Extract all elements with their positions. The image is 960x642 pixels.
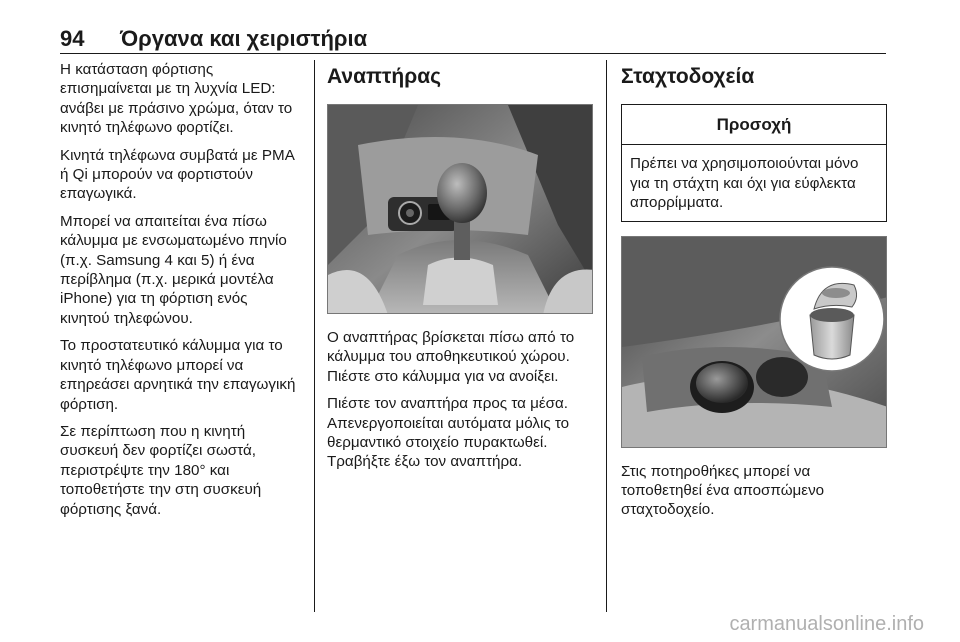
column-divider	[314, 60, 315, 612]
column-wireless-charging	[60, 60, 300, 527]
paragraph: Το προστατευτικό κάλυμμα για το κινητό τηλέφωνο μπορεί να επηρεάσει αρνητικά την επαγωγική φόρτιση.	[60, 337, 296, 413]
paragraph: Σε περίπτωση που η κινητή συσκευή δεν φορτίζει σωστά, περιστρέψτε την 180° και τοποθετήστε την στη συσκευή φόρτισης ξανά.	[60, 422, 262, 518]
paragraph: Η κατάσταση φόρτισης επισημαίνεται με τη λυχνία LED: ανάβει με πράσινο χρώμα, όταν το κινητό τηλέφωνο φορτίζει.	[60, 61, 293, 137]
caution-text: Πρέπει να χρησιμοποιούνται μόνο για τη στάχτη και όχι για εύφλεκτα απορρίμματα.	[630, 155, 859, 212]
lighter-illustration	[327, 104, 593, 314]
caution-title: Προσοχή	[622, 105, 886, 145]
column-lighter	[327, 60, 597, 480]
paragraph: Κινητά τηλέφωνα συμβατά με PMA ή Qi μπορούν να φορτιστούν επαγωγικά.	[60, 146, 294, 203]
paragraph: Ο αναπτήρας βρίσκεται πίσω από το κάλυμμα του αποθηκευτικού χώρου. Πιέστε στο κάλυμμα για να ανοίξει.	[327, 329, 575, 385]
paragraph: Μπορεί να απαιτείται ένα πίσω κάλυμμα με ενσωματωμένο πηνίο (π.χ. Samsung 4 και 5) ή ένα περίβλημα (π.χ. μερικά μοντέλα iPhone) για τη φόρτιση ενός κινητού τηλεφώνου.	[60, 212, 287, 327]
page-number: 94	[60, 26, 85, 51]
column-divider	[606, 60, 607, 612]
section-title-ashtrays: Σταχτοδοχεία	[621, 65, 755, 88]
watermark: carmanualsonline.info	[729, 613, 924, 635]
column-ashtrays	[621, 60, 891, 528]
chapter-title: Όργανα και χειριστήρια	[120, 26, 368, 51]
section-title-lighter: Αναπτήρας	[327, 65, 442, 88]
header-rule	[60, 53, 886, 54]
page-header	[60, 26, 886, 54]
ashtray-illustration	[621, 236, 887, 448]
paragraph: Στις ποτηροθήκες μπορεί να τοποθετηθεί ένα αποσπώμενο σταχτοδοχείο.	[621, 462, 825, 519]
paragraph: Πιέστε τον αναπτήρα προς τα μέσα. Απενεργοποιείται αυτόματα μόλις το θερμαντικό στοιχείο πυρακτωθεί. Τραβήξτε έξω τον αναπτήρα.	[327, 395, 570, 471]
caution-box	[621, 104, 887, 222]
